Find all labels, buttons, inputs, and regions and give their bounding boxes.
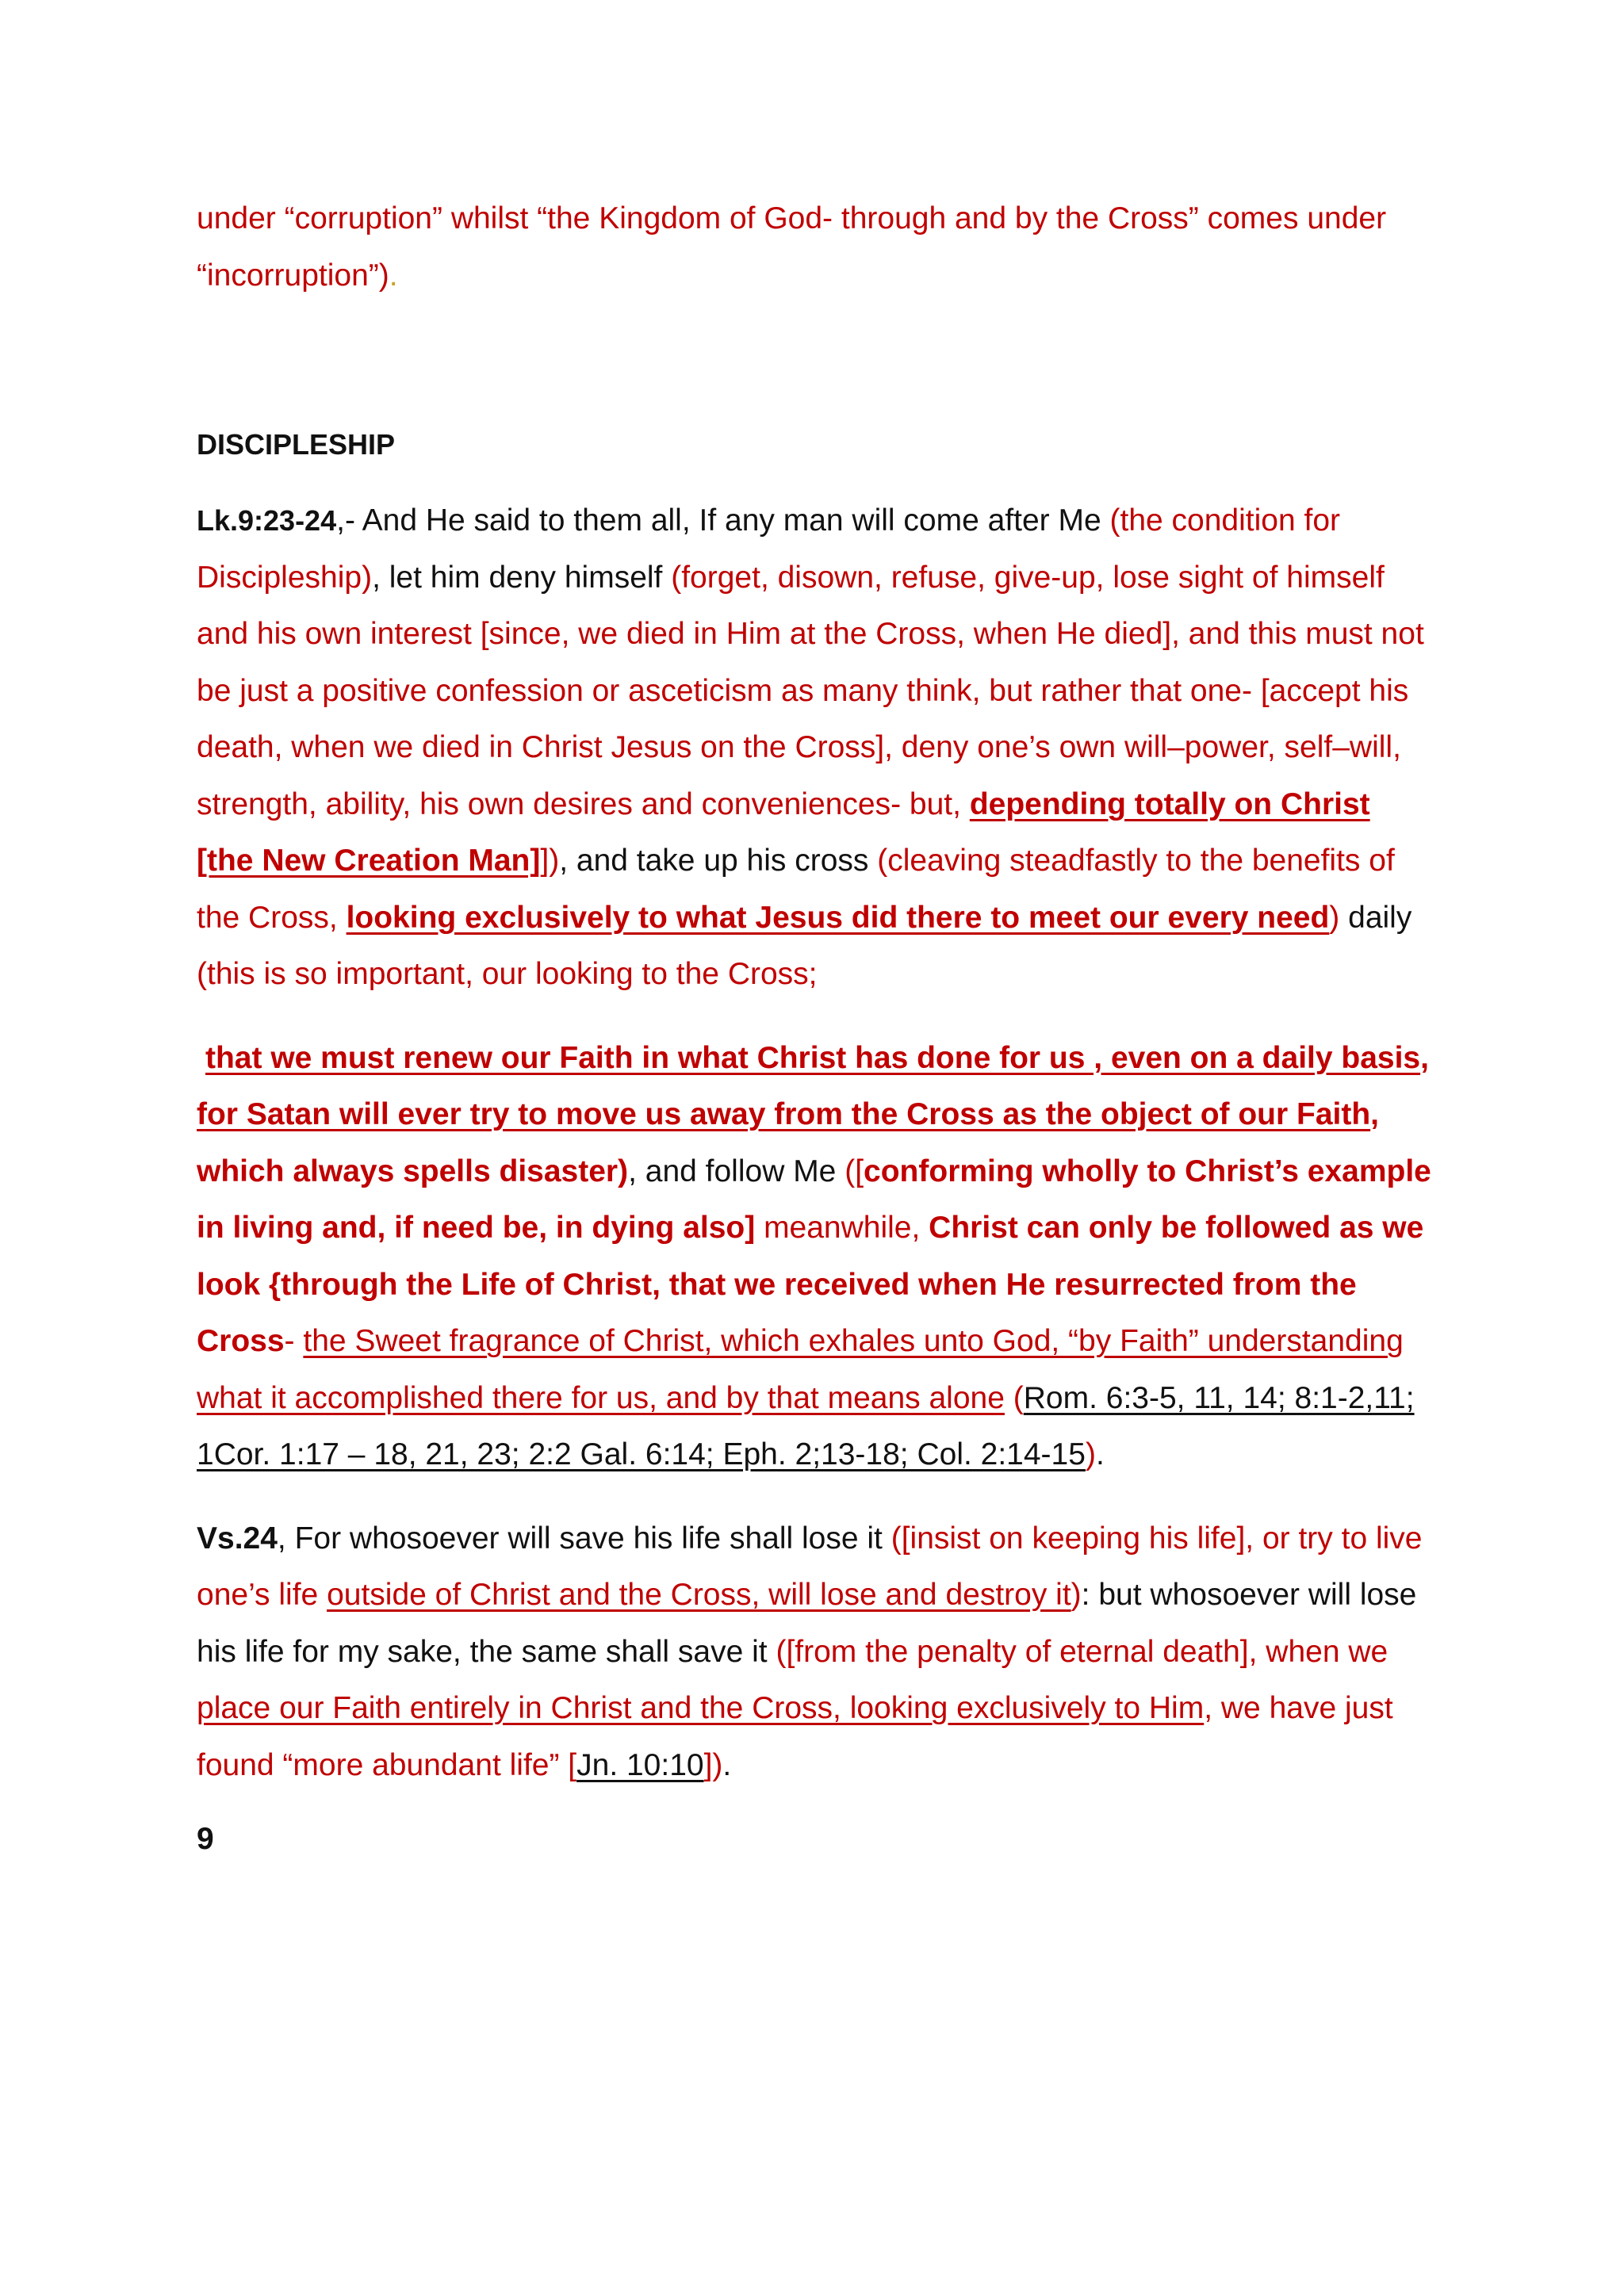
commentary: ) — [1071, 1578, 1082, 1612]
commentary: (this is so important, our looking to the Cross; — [197, 957, 818, 991]
scripture-reference: Vs.24 — [197, 1521, 278, 1556]
verse-text: ,- And He said to them all, If any man will come after Me — [336, 503, 1110, 538]
intro-period: . — [389, 258, 398, 293]
commentary: ( — [1004, 1380, 1024, 1415]
commentary: ([ — [845, 1154, 864, 1188]
commentary-underlined: place our Faith entirely in Christ and the Cross, looking exclusively to Him — [197, 1691, 1205, 1725]
commentary: ) — [1085, 1437, 1096, 1471]
paragraph-lk-9-23-24 — [197, 492, 1434, 1003]
verse-text: . — [722, 1747, 732, 1782]
commentary: , we have just found “more abundant life” [ — [197, 1691, 1393, 1782]
commentary: (forget, disown, refuse, give-up, lose sight of himself and his own interest [since, we died in Him at the Cross, when He died], and this must not be just a positive confession or asceticism as many think, but rather that one- [accept his death, when we died in Christ Jesus on the Cross], deny one’s own will–power, self–will, strength, ability, his own desires and conveniences- but, — [197, 560, 1424, 821]
commentary: - — [284, 1324, 304, 1358]
verse-text: . — [1095, 1437, 1105, 1471]
commentary: ]) — [703, 1747, 723, 1782]
paragraph-vs-24 — [197, 1510, 1434, 1794]
verse-text: , and take up his cross — [559, 844, 878, 878]
commentary: ([insist on keeping his life], or try to live one’s life — [197, 1521, 1423, 1612]
commentary-underlined: the Sweet fragrance of Christ, which exhales unto God, “by Faith” understanding what it accomplished there for us, and by that means alone — [197, 1324, 1404, 1415]
scripture-references: Rom. 6:3-5, 11, 14; 8:1-2,11; 1Cor. 1:17 – 18, 21, 23; 2:2 Gal. 6:14; Eph. 2;13-18; Col. 2:14-15 — [197, 1380, 1415, 1471]
page-content — [197, 190, 1434, 1863]
emphasis-underlined: depending totally on Christ [the New Creation Man] — [197, 786, 1370, 878]
scripture-references: Jn. 10:10 — [576, 1747, 704, 1782]
verse-text: , and follow Me — [628, 1154, 845, 1188]
verse-text: daily — [1339, 900, 1412, 935]
verse-text: , let him deny himself — [372, 560, 672, 595]
emphasis-underlined: for Satan will ever try to move us away from the Cross as the object of our Faith — [197, 1097, 1371, 1131]
paragraph-renew-faith — [197, 1030, 1434, 1483]
intro-paragraph — [197, 190, 1434, 304]
verse-text: : but whosoever will lose his life for my sake, the same shall save it — [197, 1578, 1417, 1669]
emphasis-underlined: that we must renew our Faith in what Christ has done for us , even on a daily basis — [205, 1040, 1421, 1075]
commentary: (cleaving steadfastly to the benefits of the Cross, — [197, 844, 1395, 935]
commentary: ([from the penalty of eternal death], when we — [776, 1634, 1388, 1669]
commentary: ]) — [540, 844, 560, 878]
emphasis-underlined: looking exclusively to what Jesus did there to meet our every need — [346, 900, 1330, 935]
commentary-underlined: outside of Christ and the Cross, will lose and destroy it — [327, 1578, 1071, 1612]
commentary-bold: Christ can only be followed as we look {through the Life of Christ, that we received when He resurrected from the Cross — [197, 1211, 1424, 1358]
page-number: 9 — [197, 1822, 214, 1856]
verse-text: , For whosoever will save his life shall lose it — [277, 1521, 891, 1556]
intro-text: under “corruption” whilst “the Kingdom of God- through and by the Cross” comes under “incorruption”) — [197, 201, 1387, 293]
commentary-bold: , which always spells disaster) — [197, 1097, 1380, 1188]
commentary-bold: conforming wholly to Christ’s example in living and, if need be, in dying also] — [197, 1154, 1431, 1245]
commentary: meanwhile, — [755, 1211, 929, 1245]
scripture-reference: Lk.9:23-24 — [197, 504, 337, 537]
commentary-bold: , — [1420, 1040, 1429, 1075]
commentary: ) — [1329, 900, 1340, 935]
section-heading: DISCIPLESHIP — [197, 428, 396, 461]
commentary: (the condition for Discipleship) — [197, 503, 1341, 595]
